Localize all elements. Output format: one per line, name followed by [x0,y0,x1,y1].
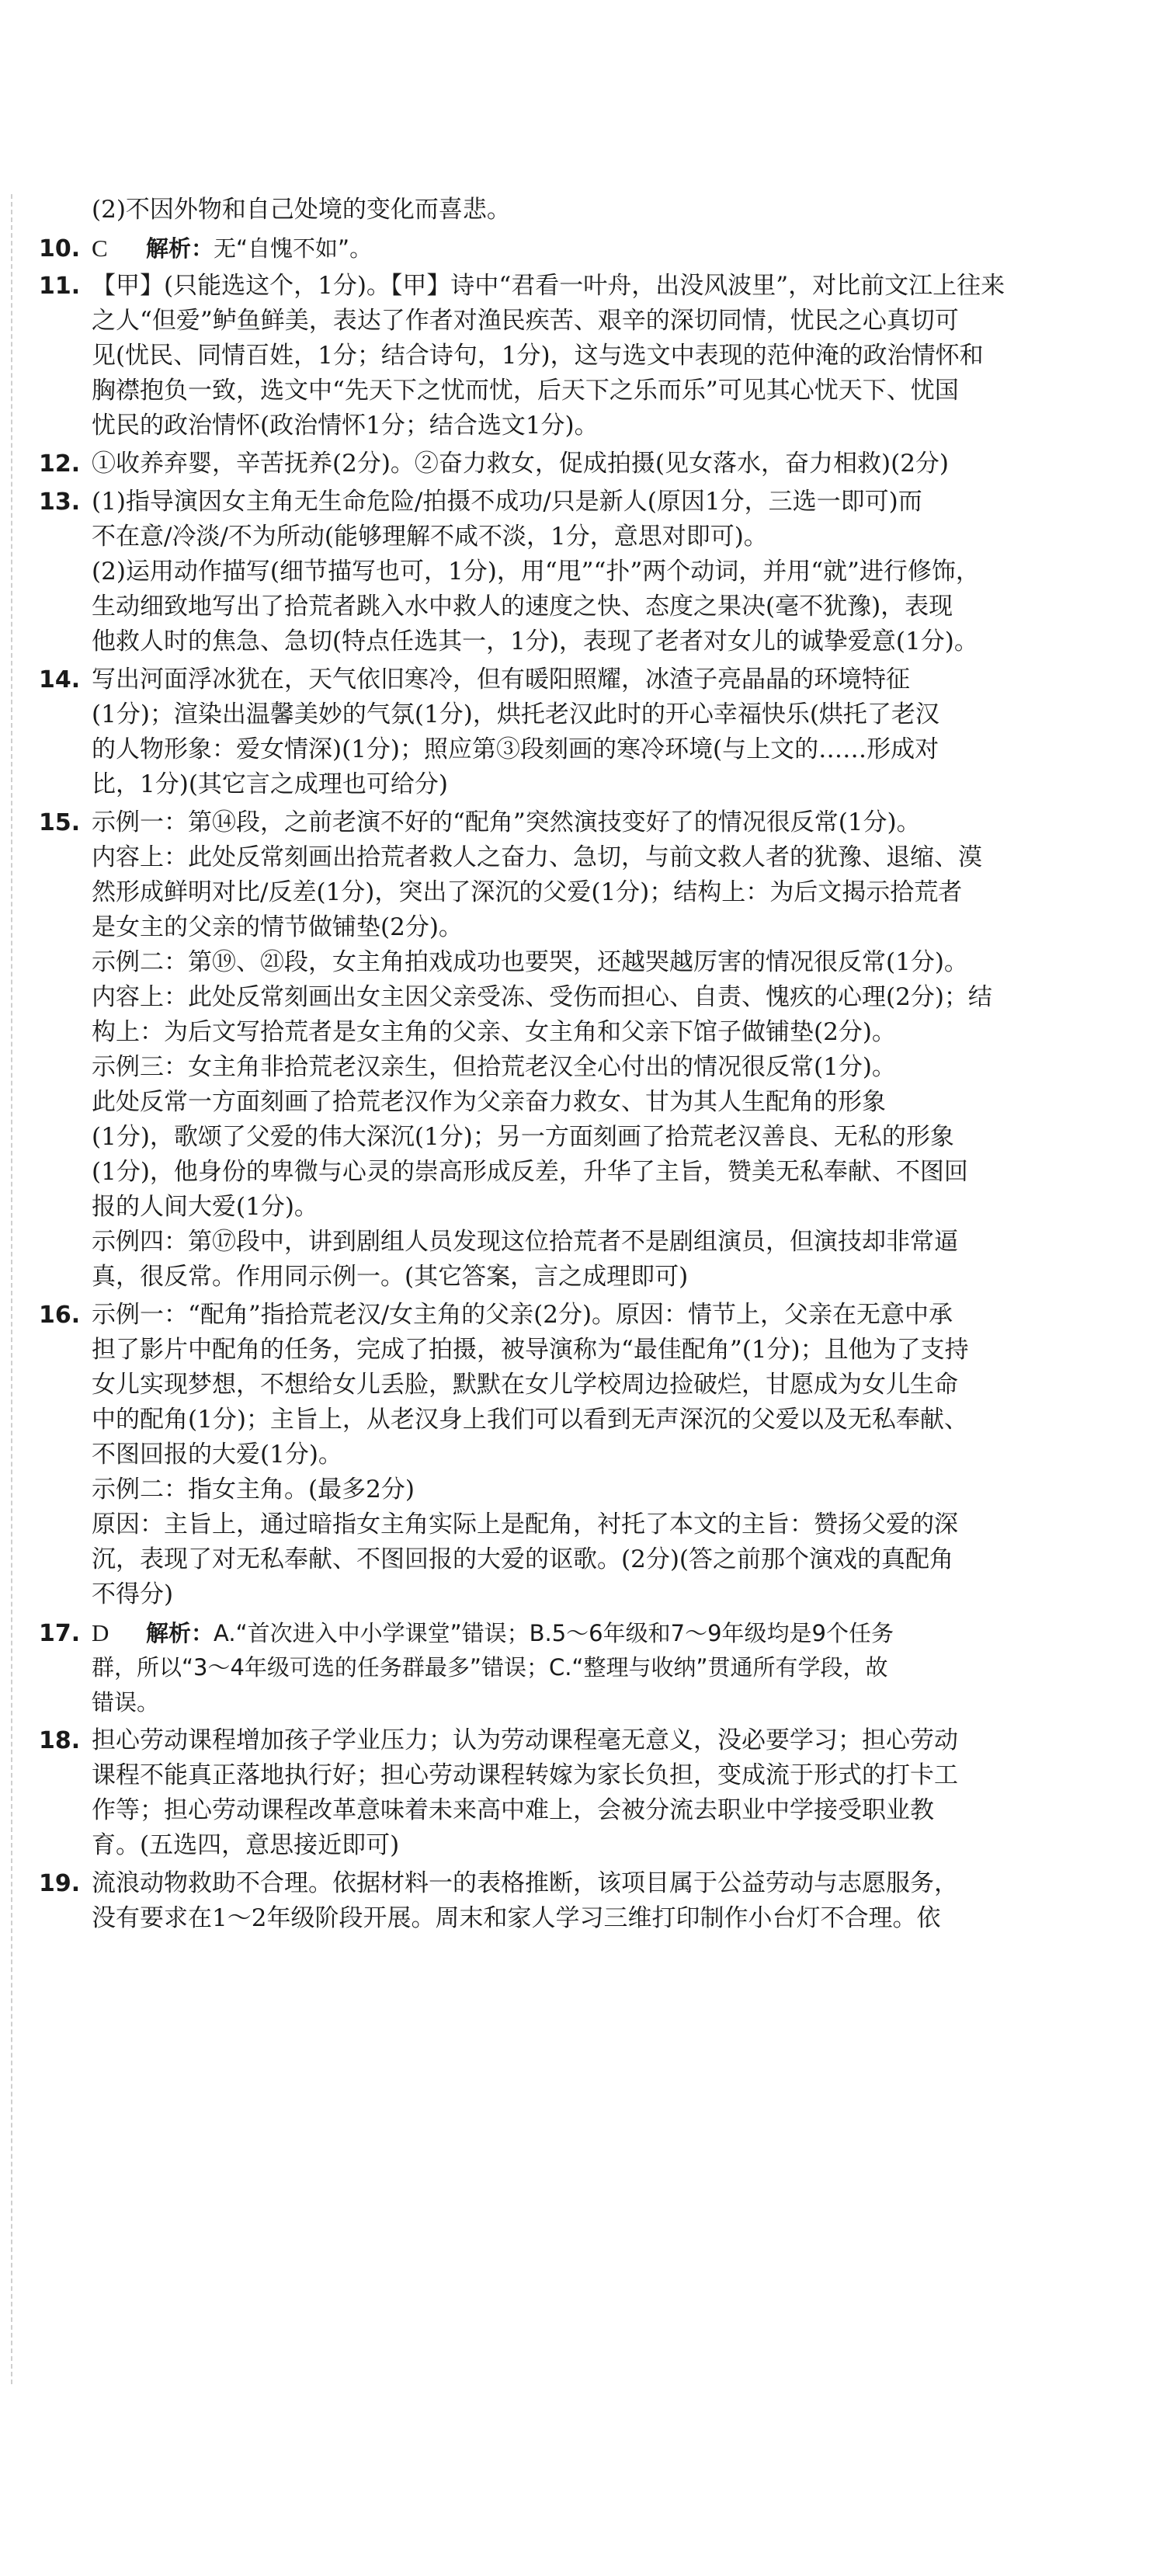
question-11 [39,269,1126,443]
question-14 [39,662,1126,802]
answer-text: 然形成鲜明对比/反差(1分)，突出了深沉的父爱(1分)；结构上：为后文揭示拾荒者 [92,878,963,906]
answer-text: 示例四：第⑰段中，讲到剧组人员发现这位拾荒者不是剧组演员，但演技却非常逼 [92,1228,958,1256]
answer-text: 示例一：“配角”指拾荒老汉/女主角的父亲(2分)。原因：情节上，父亲在无意中承 [92,1301,953,1329]
answer-text: 担心劳动课程增加孩子学业压力；认为劳动课程毫无意义，没必要学习；担心劳动 [92,1726,958,1754]
question-10 [39,231,1126,266]
answer-text: 比，1分)(其它言之成理也可给分) [92,770,449,798]
answer-text: 见(忧民、同情百姓，1分；结合诗句，1分)，这与选文中表现的范仲淹的政治情怀和 [92,342,984,370]
question-12 [39,447,1126,481]
answer-text: 报的人间大爱(1分)。 [92,1193,318,1221]
answer-text: 【甲】(只能选这个，1分)。【甲】诗中“君看一叶舟，出没风波里”，对比前文江上往来 [92,272,1005,300]
question-15 [39,805,1126,1295]
answer-text: (1分)，他身份的卑微与心灵的崇高形成反差，升华了主旨，赞美无私奉献、不图回 [92,1158,968,1186]
answer-choice: C [92,235,108,262]
question-number: 12. [39,450,81,478]
answer-text: (1分)，歌颂了父爱的伟大深沉(1分)；另一方面刻画了拾荒老汉善良、无私的形象 [92,1123,954,1151]
analysis-text: 无“自愧不如”。 [214,235,373,262]
answer-text: 示例二：指女主角。(最多2分) [92,1476,415,1504]
answer-text: (1)指导演因女主角无生命危险/拍摄不成功/只是新人(原因1分，三选一即可)而 [92,488,922,516]
answer-text: 写出河面浮冰犹在，天气依旧寒冷，但有暖阳照耀，冰渣子亮晶晶的环境特征 [92,666,910,694]
analysis-text: 群，所以“3～4年级可选的任务群最多”错误；C.“整理与收纳”贯通所有学段，故 [92,1654,888,1681]
question-number: 19. [39,1870,81,1897]
answer-text: 构上：为后文写拾荒者是女主角的父亲、女主角和父亲下馆子做铺垫(2分)。 [92,1018,896,1046]
answer-text: 生动细致地写出了拾荒者跳入水中救人的速度之快、态度之果决(毫不犹豫)，表现 [92,593,953,621]
analysis-label: 解析： [146,1620,214,1646]
answer-text: 之人“但爱”鲈鱼鲜美，表达了作者对渔民疾苦、艰辛的深切同情，忧民之心真切可 [92,307,959,335]
answer-text: 示例三：女主角非拾荒老汉亲生，但拾荒老汉全心付出的情况很反常(1分)。 [92,1053,896,1081]
answer-content [39,193,1126,1936]
answer-text: 没有要求在1～2年级阶段开展。周末和家人学习三维打印制作小台灯不合理。依 [92,1904,941,1932]
question-number: 17. [39,1620,81,1647]
answer-text: 内容上：此处反常刻画出拾荒者救人之奋力、急切，与前文救人者的犹豫、退缩、漠 [92,843,982,871]
analysis-text: A.“首次进入中小学课堂”错误；B.5～6年级和7～9年级均是9个任务 [214,1620,894,1646]
answer-text: 流浪动物救助不合理。依据材料一的表格推断，该项目属于公益劳动与志愿服务， [92,1869,958,1897]
question-16 [39,1298,1126,1612]
answer-text: 忧民的政治情怀(政治情怀1分；结合选文1分)。 [92,412,599,440]
answer-text: (1分)；渲染出温馨美妙的气氛(1分)，烘托老汉此时的开心幸福快乐(烘托了老汉 [92,700,939,728]
question-number: 11. [39,273,81,300]
question-17 [39,1615,1126,1720]
answer-text: 女儿实现梦想，不想给女儿丢脸，默默在女儿学校周边捡破烂，甘愿成为女儿生命 [92,1371,958,1399]
answer-text: 不得分) [92,1580,174,1608]
question-number: 14. [39,666,81,694]
analysis-label: 解析： [146,235,214,262]
answer-text: 课程不能真正落地执行好；担心劳动课程转嫁为家长负担，变成流于形式的打卡工 [92,1761,958,1789]
question-18 [39,1723,1126,1863]
question-number: 18. [39,1727,81,1754]
answer-text: 是女主的父亲的情节做铺垫(2分)。 [92,913,463,941]
q9-part2-text: (2)不因外物和自己处境的变化而喜悲。 [92,196,511,224]
answer-text: 中的配角(1分)；主旨上，从老汉身上我们可以看到无声深沉的父爱以及无私奉献、 [92,1406,968,1434]
answer-choice: D [92,1619,109,1646]
answer-text: 原因：主旨上，通过暗指女主角实际上是配角，衬托了本文的主旨：赞扬父爱的深 [92,1510,958,1538]
answer-text: ①收养弃婴，辛苦抚养(2分)。②奋力救女，促成拍摄(见女落水，奋力相救)(2分) [92,450,950,478]
analysis-text: 错误。 [92,1689,160,1716]
question-number: 13. [39,488,81,516]
answer-text: (2)运用动作描写(细节描写也可，1分)，用“甩”“扑”两个动词，并用“就”进行修饰， [92,558,980,586]
answer-text: 育。(五选四，意思接近即可) [92,1831,400,1859]
answer-text: 示例二：第⑲、㉑段，女主角拍戏成功也要哭，还越哭越厉害的情况很反常(1分)。 [92,948,968,976]
answer-text: 担了影片中配角的任务，完成了拍摄，被导演称为“最佳配角”(1分)；且他为了支持 [92,1336,969,1364]
answer-text: 真，很反常。作用同示例一。(其它答案，言之成理即可) [92,1263,689,1291]
answer-text: 内容上：此处反常刻画出女主因父亲受冻、受伤而担心、自责、愧疚的心理(2分)；结 [92,983,992,1011]
question-13 [39,485,1126,659]
question-number: 10. [39,235,81,262]
answer-text: 示例一：第⑭段，之前老演不好的“配角”突然演技变好了的情况很反常(1分)。 [92,808,921,836]
answer-text: 胸襟抱负一致，选文中“先天下之忧而忧，后天下之乐而乐”可见其心忧天下、忧国 [92,377,959,405]
answer-text: 此处反常一方面刻画了拾荒老汉作为父亲奋力救女、甘为其人生配角的形象 [92,1088,886,1116]
answer-line [39,193,1126,228]
answer-text: 沉，表现了对无私奉献、不图回报的大爱的讴歌。(2分)(答之前那个演戏的真配角 [92,1545,954,1573]
answer-text: 的人物形象：爱女情深)(1分)；照应第③段刻画的寒冷环境(与上文的……形成对 [92,735,939,763]
binding-margin-line [11,194,12,2384]
answer-text: 不在意/冷淡/不为所动(能够理解不咸不淡，1分，意思对即可)。 [92,523,768,551]
question-number: 15. [39,809,81,836]
answer-text: 不图回报的大爱(1分)。 [92,1441,342,1469]
answer-text: 作等；担心劳动课程改革意味着未来高中难上，会被分流去职业中学接受职业教 [92,1796,934,1824]
question-19 [39,1866,1126,1936]
question-number: 16. [39,1302,81,1329]
answer-text: 他救人时的焦急、急切(特点任选其一，1分)，表现了老者对女儿的诚挚爱意(1分)。 [92,627,978,655]
